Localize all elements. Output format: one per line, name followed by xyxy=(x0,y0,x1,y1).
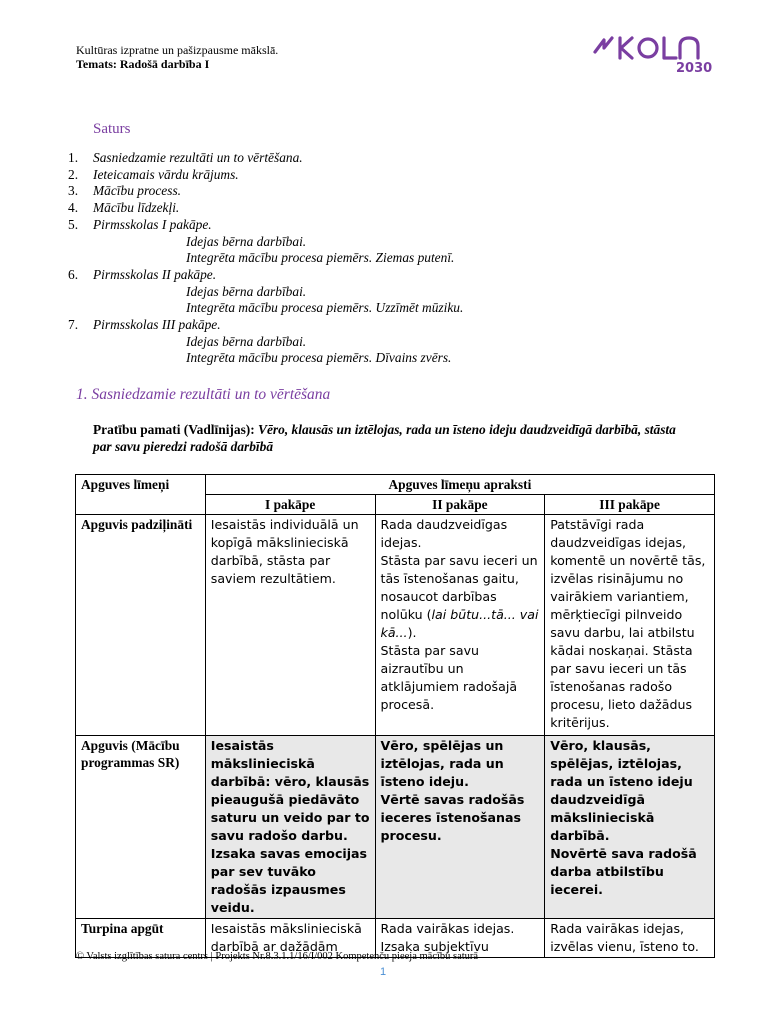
table-cell: Vēro, spēlējas un iztēlojas, rada un īsteno ideju. Vērtē savas radošās ieceres īstenošanas procesu. xyxy=(375,736,545,919)
header-topic: Temats: Radošā darbība I xyxy=(76,57,210,71)
header-stage-2: II pakāpe xyxy=(375,495,545,515)
table-cell: Rada daudzveidīgas idejas. Stāsta par savu ieceri un tās īstenošanas gaitu, nosaucot darbības nolūku (lai būtu...tā... vai kā...). Stāsta par savu aizrautību un atklājumiem radošajā procesā. xyxy=(375,515,545,736)
literacy-basics xyxy=(93,421,693,455)
page-footer: © Valsts izglītības satura centrs | Projekts Nr.8.3.1.1/16/I/002 Kompetenču pieeja mācību saturā xyxy=(76,951,479,962)
header-descriptions: Apguves līmeņu apraksti xyxy=(205,475,714,495)
toc-item: 2. Ieteicamais vārdu krājums. xyxy=(68,166,239,182)
table-cell: Vēro, klausās, spēlējas, iztēlojas, rada un īsteno ideju daudzveidīgā mākslinieciskā darbībā. Novērtē sava radošā darba atbilstību iecerei. xyxy=(545,736,715,919)
toc-item: 5. Pirmsskolas I pakāpe. xyxy=(68,216,212,232)
page-header xyxy=(76,43,278,71)
toc-subitem: Idejas bērna darbībai. xyxy=(186,333,307,349)
header-course: Kultūras izpratne un pašizpausme mākslā. xyxy=(76,43,279,57)
row-label: Apguvis padziļināti xyxy=(76,515,206,736)
table-row xyxy=(76,736,715,919)
page-number: 1 xyxy=(380,966,387,978)
row-label: Apguvis (Mācību programmas SR) xyxy=(76,736,206,919)
header-levels: Apguves līmeņi xyxy=(76,475,206,515)
literacy-label: Pratību pamati (Vadlīnijas): xyxy=(93,422,259,437)
table-cell: Iesaistās individuālā un kopīgā mākslinieciskā darbībā, stāsta par saviem rezultātiem. xyxy=(205,515,375,736)
header-stage-1: I pakāpe xyxy=(205,495,375,515)
table-cell: Rada vairākas idejas. Izsaka subjektīvu xyxy=(375,919,545,958)
table-header-row xyxy=(76,475,715,495)
toc-subitem: Idejas bērna darbībai. xyxy=(186,283,307,299)
toc-subitem: Idejas bērna darbībai. xyxy=(186,233,307,249)
row-label: Turpina apgūt xyxy=(76,919,206,958)
table-cell: Iesaistās mākslinieciskā darbībā ar dažādām xyxy=(205,919,375,958)
table-of-contents xyxy=(68,150,463,367)
section-heading: 1. Sasniedzamie rezultāti un to vērtēšana xyxy=(76,386,331,403)
skola-2030-logo xyxy=(592,36,718,76)
toc-item: 7. Pirmsskolas III pakāpe. xyxy=(68,317,221,333)
toc-subitem: Integrēta mācību procesa piemērs. Ziemas putenī. xyxy=(186,250,455,266)
toc-item: 4. Mācību līdzekļi. xyxy=(68,200,180,216)
logo-year: 2030 xyxy=(676,61,713,76)
literacy-text: Vēro, klausās un iztēlojas, rada un īsteno ideju daudzveidīgā darbībā, stāsta par savu pieredzi radošā darbībā xyxy=(93,422,676,454)
toc-item: 6. Pirmsskolas II pakāpe. xyxy=(68,266,217,282)
header-stage-3: III pakāpe xyxy=(545,495,715,515)
toc-subitem: Integrēta mācību procesa piemērs. Dīvains zvērs. xyxy=(186,350,452,366)
toc-subitem: Integrēta mācību procesa piemērs. Uzzīmēt mūziku. xyxy=(186,300,464,316)
table-cell: Rada vairākas idejas, izvēlas vienu, īsteno to. xyxy=(545,919,715,958)
toc-item: 3. Mācību process. xyxy=(68,183,182,199)
contents-title: Saturs xyxy=(93,121,131,137)
table-cell: Patstāvīgi rada daudzveidīgas idejas, komentē un novērtē tās, izvēlas risinājumu no vairākiem variantiem, mērķtiecīgi pilnveido savu darbu, lai atbilstu kādai noskaņai. Stāsta par savu ieceri un tās īstenošanas radošo procesu, lieto dažādus kritērijus. xyxy=(545,515,715,736)
toc-item: 1. Sasniedzamie rezultāti un to vērtēšana. xyxy=(68,150,303,165)
achievement-levels-table xyxy=(75,474,715,958)
table-row xyxy=(76,515,715,736)
table-cell: Iesaistās mākslinieciskā darbībā: vēro, klausās pieaugušā piedāvāto saturu un veido par to savu radošo darbu. Izsaka savas emocijas par sev tuvāko radošās izpausmes veidu. xyxy=(205,736,375,919)
